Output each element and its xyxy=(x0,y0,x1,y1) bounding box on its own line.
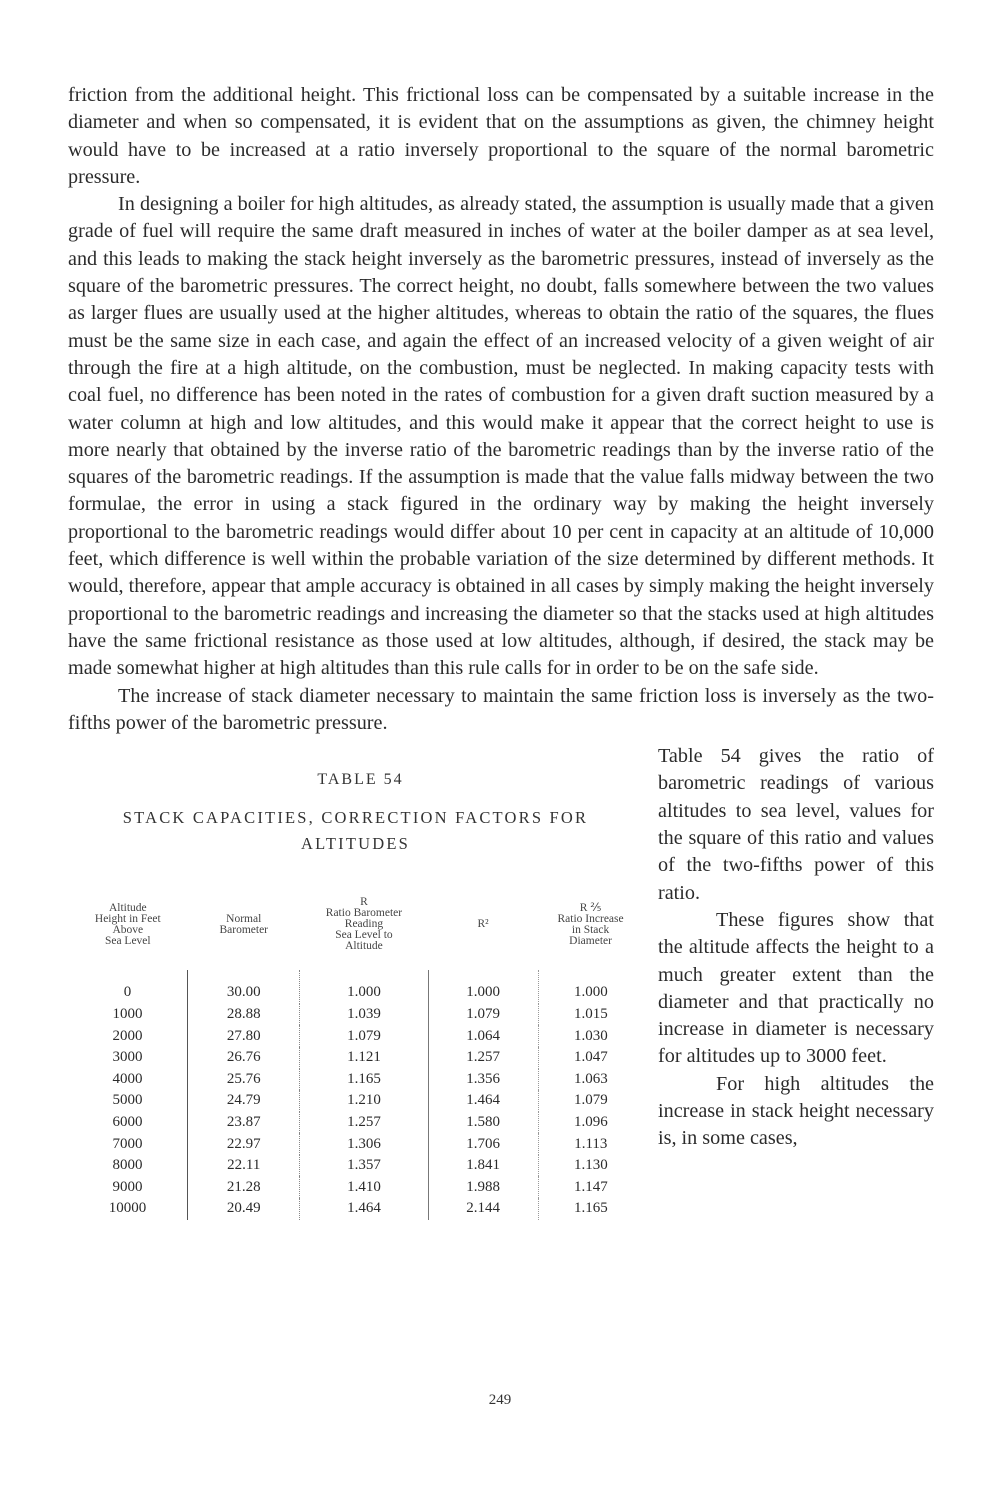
side-paragraph-1: Table 54 gives the ratio of barometric readings of various altitudes to sea level, values for the square of this ratio and values of the two-fifths power of this ratio. xyxy=(658,745,934,904)
column-header-line: Altitude xyxy=(108,901,147,914)
column-header-line: in Stack xyxy=(571,923,610,936)
table-cell: 3000 xyxy=(68,1047,188,1069)
column-header-line: Diameter xyxy=(569,934,612,947)
table-body xyxy=(68,970,643,1220)
table-cell: 5000 xyxy=(68,1090,188,1112)
table-cell: 4000 xyxy=(68,1069,188,1091)
table-cell: 1.000 xyxy=(573,984,608,1001)
table-cell: 30.00 xyxy=(188,970,300,1004)
table-title-line-1: STACK CAPACITIES, CORRECTION FACTORS FOR xyxy=(122,808,589,828)
table-row xyxy=(68,970,643,1004)
column-header-line: Ratio Barometer xyxy=(325,907,403,920)
column-header-line: Normal xyxy=(226,912,262,925)
table-title-line-2: ALTITUDES xyxy=(300,834,411,854)
table-cell: 20.49 xyxy=(188,1198,300,1220)
column-header-3 xyxy=(428,889,538,970)
body-paragraph-3: The increase of stack diameter necessary to maintain the same friction loss is inversely as the two-fifths power of the barometric pressure. xyxy=(68,684,934,734)
column-header-line: Ratio Increase xyxy=(557,912,624,925)
table-cell: 1.147 xyxy=(573,1178,608,1195)
table-row xyxy=(68,1155,643,1177)
table-cell: 0 xyxy=(68,970,188,1004)
page-content xyxy=(68,82,934,1263)
table-row xyxy=(68,1198,643,1220)
table-cell: 2000 xyxy=(68,1025,188,1047)
table-cell: 1.706 xyxy=(428,1133,538,1155)
column-header-0 xyxy=(68,889,188,970)
table-cell: 1.210 xyxy=(300,1090,428,1112)
table-cell: 1.079 xyxy=(300,1025,428,1047)
table-cell: 10000 xyxy=(68,1198,188,1220)
table-cell: 1.306 xyxy=(300,1133,428,1155)
table-header-row xyxy=(68,889,643,970)
table-cell: 1.113 xyxy=(574,1135,608,1152)
table-cell: 28.88 xyxy=(188,1004,300,1026)
table-cell: 1.165 xyxy=(573,1200,608,1217)
table-cell: 1.121 xyxy=(300,1047,428,1069)
table-cell: 1.000 xyxy=(300,970,428,1004)
table-cell: 1.096 xyxy=(573,1113,608,1130)
table-cell: 1000 xyxy=(68,1004,188,1026)
column-header-line: Reading xyxy=(344,918,384,931)
column-header-1 xyxy=(188,889,300,970)
column-header-2 xyxy=(300,889,428,970)
table-cell: 22.11 xyxy=(188,1155,300,1177)
table-row xyxy=(68,1176,643,1198)
table-cell: 8000 xyxy=(68,1155,188,1177)
altitude-table xyxy=(68,889,643,1220)
table-cell: 1.064 xyxy=(428,1025,538,1047)
table-cell: 25.76 xyxy=(188,1069,300,1091)
table-row xyxy=(68,1069,643,1091)
table-cell: 6000 xyxy=(68,1112,188,1134)
body-paragraph-1: friction from the additional height. This frictional loss can be compensated by a suitable increase in the diameter and when so compensated, it is evident that on the assumptions as given, the chimney height would have to be increased at a ratio inversely proportional to the square of the normal barometric pressure. xyxy=(68,84,934,188)
table-cell: 1.015 xyxy=(573,1006,608,1023)
table-cell: 9000 xyxy=(68,1176,188,1198)
column-header-4 xyxy=(538,889,643,970)
lower-section xyxy=(68,743,934,1263)
table-cell: 26.76 xyxy=(188,1047,300,1069)
column-header-line: R ⅖ xyxy=(579,901,602,914)
side-column xyxy=(658,743,934,1152)
table-cell: 1.464 xyxy=(428,1090,538,1112)
column-header-line: Barometer xyxy=(219,923,269,936)
table-cell: 1.079 xyxy=(573,1092,608,1109)
table-cell: 1.257 xyxy=(428,1047,538,1069)
column-header-line: Sea Level to xyxy=(335,929,393,942)
table-row xyxy=(68,1025,643,1047)
table-cell: 1.000 xyxy=(428,970,538,1004)
column-header-line: Sea Level xyxy=(104,934,151,947)
table-number: TABLE 54 xyxy=(317,771,404,789)
table-cell: 1.357 xyxy=(300,1155,428,1177)
table-cell: 1.257 xyxy=(300,1112,428,1134)
table-cell: 1.047 xyxy=(573,1049,608,1066)
table-cell: 1.356 xyxy=(428,1069,538,1091)
table-cell: 1.063 xyxy=(573,1070,608,1087)
table-cell: 7000 xyxy=(68,1133,188,1155)
table-cell: 1.165 xyxy=(300,1069,428,1091)
table-cell: 23.87 xyxy=(188,1112,300,1134)
table-cell: 1.988 xyxy=(428,1176,538,1198)
column-header-line: Above xyxy=(112,923,144,936)
body-paragraph-2: In designing a boiler for high altitudes, as already stated, the assumption is usually made that a given grade of fuel will require the same draft measured in inches of water at the boiler damper as at sea level, and this leads to making the stack height inversely as the barometric pressures, instead of inversely as the square of the barometric pressures. The correct height, no doubt, falls somewhere between the two values as larger flues are usually used at the higher altitudes, whereas to obtain the ratio of the squares, the flues must be the same size in each case, and again the effect of an increased velocity of a given weight of air through the fire at a high altitude, on the combustion, must be neglected. In making capacity tests with coal fuel, no difference has been noted in the rates of combustion for a given draft suction measured by a water column at high and low altitudes, and this would make it appear that the correct height to use is more nearly that obtained by the inverse ratio of the barometric readings than by the inverse ratio of the squares of the barometric readings. If the assumption is made that the value falls midway between the two formulae, the error in using a stack figured in the ordinary way by making the height inversely proportional to the barometric readings would differ about 10 per cent in capacity at an altitude of 10,000 feet, which difference is well within the probable variation of the size determined by different methods. It would, therefore, appear that ample accuracy is obtained in all cases by simply making the height inversely proportional to the barometric readings and increasing the diameter so that the stacks used at high altitudes have the same frictional resistance as those used at low altitudes, although, if desired, the stack may be made somewhat higher at high altitudes than this rule calls for in order to be on the safe side. xyxy=(68,193,934,680)
table-cell: 1.039 xyxy=(300,1004,428,1026)
table-row xyxy=(68,1047,643,1069)
table-cell: 2.144 xyxy=(428,1198,538,1220)
table-row xyxy=(68,1133,643,1155)
table-cell: 22.97 xyxy=(188,1133,300,1155)
page-number: 249 xyxy=(488,1392,512,1408)
table-row xyxy=(68,1004,643,1026)
side-paragraph-2: These figures show that the altitude affects the height to a much greater extent than the diameter and that practically no increase in diameter is necessary for altitudes up to 3000 feet. xyxy=(658,908,934,1068)
table-cell: 21.28 xyxy=(188,1176,300,1198)
table-row xyxy=(68,1090,643,1112)
column-header-line: Altitude xyxy=(345,940,383,953)
table-cell: 1.130 xyxy=(573,1157,608,1174)
column-header-line: R xyxy=(360,896,368,909)
table-row xyxy=(68,1112,643,1134)
table-cell: 1.030 xyxy=(573,1027,608,1044)
side-paragraph-3: For high altitudes the increase in stack height necessary is, in some cases, xyxy=(658,1072,934,1150)
column-header-line: R² xyxy=(477,918,489,931)
table-cell: 1.841 xyxy=(428,1155,538,1177)
table-cell: 1.410 xyxy=(300,1176,428,1198)
table-cell: 1.079 xyxy=(428,1004,538,1026)
column-header-line: Height in Feet xyxy=(94,912,161,925)
table-cell: 1.580 xyxy=(428,1112,538,1134)
table-54 xyxy=(68,771,643,1220)
table-cell: 24.79 xyxy=(188,1090,300,1112)
table-cell: 1.464 xyxy=(300,1198,428,1220)
table-cell: 27.80 xyxy=(188,1025,300,1047)
